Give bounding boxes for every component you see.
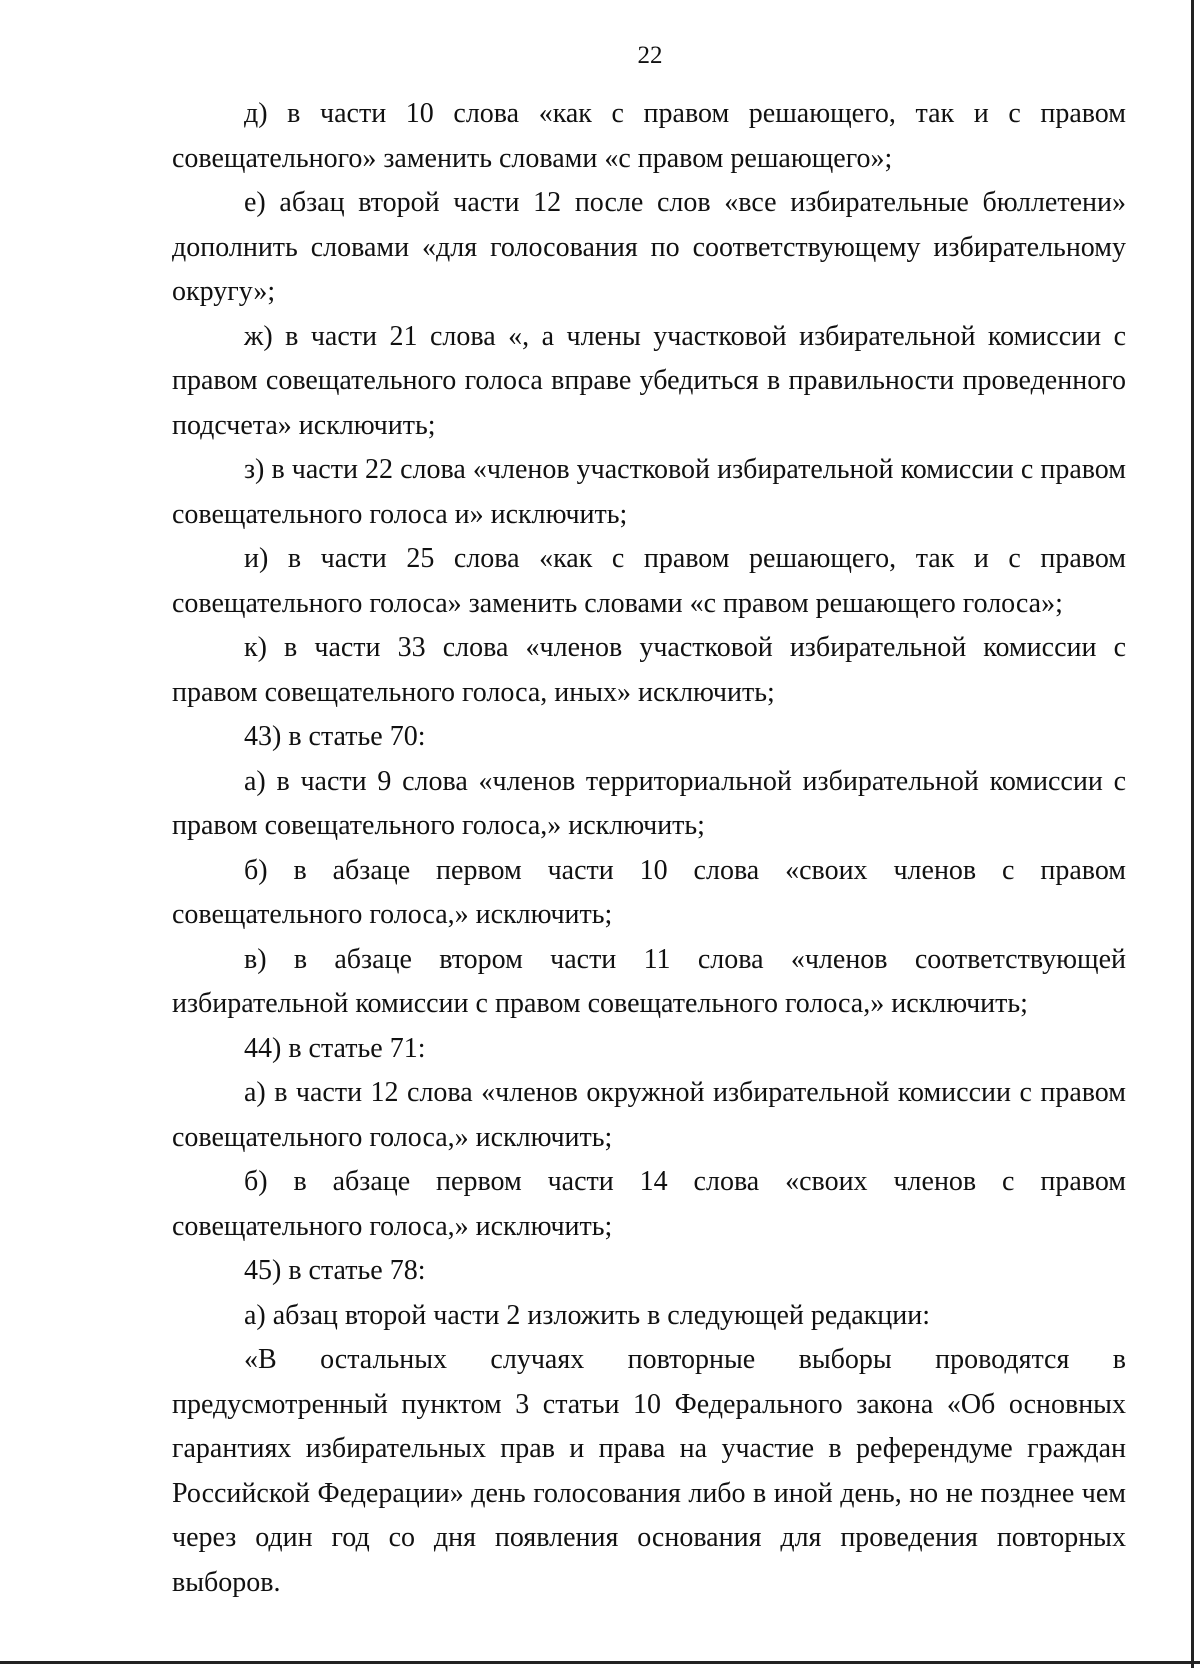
item-44-heading: 44) в статье 71: <box>244 1032 426 1064</box>
paragraph-z: з) в части 22 слова «членов участковой избирательной комиссии с правом совещательного голоса и» исключить; <box>172 454 1126 530</box>
paragraph-44-a: а) в части 12 слова «членов окружной избирательной комиссии с правом совещательного голоса,» исключить; <box>172 1077 1126 1153</box>
paragraph-k: к) в части 33 слова «членов участковой избирательной комиссии с правом совещательного голоса, иных» исключить; <box>172 632 1126 708</box>
item-45-heading: 45) в статье 78: <box>244 1255 426 1286</box>
item-43-heading: 43) в статье 70: <box>244 721 426 752</box>
paragraph-d: д) в части 10 слова «как с правом решающего, так и с правом совещательного» заменить словами «с правом решающего»; <box>172 98 1126 174</box>
paragraph-zh: ж) в части 21 слова «, а члены участковой избирательной комиссии с правом совещательного голоса вправе убедиться в правильности проведенного подсчета» исключить; <box>172 320 1126 441</box>
paragraph-e: е) абзац второй части 12 после слов «все избирательные бюллетени» дополнить словами «для голосования по соответствующему избирательному округу»; <box>172 187 1126 307</box>
paragraph-45-a: а) абзац второй части 2 изложить в следующей редакции: <box>244 1299 930 1331</box>
scan-border-bottom <box>0 1661 1200 1664</box>
page-number: 22 <box>637 42 663 69</box>
paragraph-43-v: в) в абзаце втором части 11 слова «членов соответствующей избирательной комиссии с правом совещательного голоса,» исключить; <box>172 943 1126 1019</box>
quoted-paragraph: «В остальных случаях повторные выборы проводятся в предусмотренный пунктом 3 статьи 10 Федерального закона «Об основных гарантиях избирательных прав и права на участие в референдуме граждан Российской Федерации» день голосования либо в иной день, но не позднее чем через один год со дня появления основания для проведения повторных выборов. <box>172 1344 1126 1598</box>
paragraph-i: и) в части 25 слова «как с правом решающего, так и с правом совещательного голоса» заменить словами «с правом решающего голоса»; <box>172 543 1126 619</box>
paragraph-44-b: б) в абзаце первом части 14 слова «своих членов с правом совещательного голоса,» исключить; <box>172 1166 1126 1242</box>
scan-border-right <box>1191 0 1194 1668</box>
paragraph-43-b: б) в абзаце первом части 10 слова «своих членов с правом совещательного голоса,» исключить; <box>172 854 1126 930</box>
paragraph-43-a: а) в части 9 слова «членов территориальной избирательной комиссии с правом совещательного голоса,» исключить; <box>172 765 1126 841</box>
document-body <box>172 92 1126 1605</box>
